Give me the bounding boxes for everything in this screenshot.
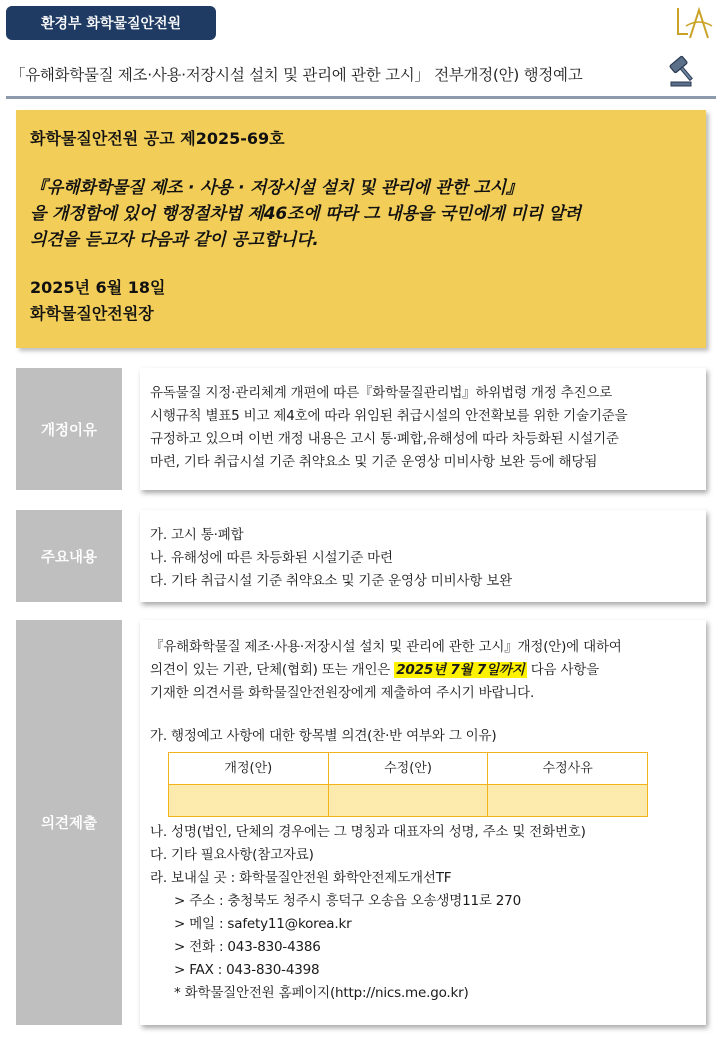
notice-body-line: 『유해화학물질 제조 · 사용 · 저장시설 설치 및 관리에 관한 고시』	[30, 178, 523, 198]
spacer	[150, 705, 696, 725]
text-fragment: 의견이 있는 기관, 단체(협회) 또는 개인은	[150, 662, 395, 678]
org-badge: 환경부 화학물질안전원	[6, 6, 216, 40]
fax-line: > FAX : 043-830-4398	[174, 962, 320, 978]
email-line: > 메일 : safety11@korea.kr	[174, 916, 352, 932]
table-header: 개정(안)	[169, 753, 329, 785]
notice-box	[16, 110, 706, 348]
nics-logo-icon	[672, 4, 716, 44]
text-line: 마련, 기타 취급시설 기준 취약요소 및 기준 운영상 미비사항 보완 등에 해당됨	[150, 454, 598, 470]
page-title: 「유해화학물질 제조·사용·저장시설 설치 및 관리에 관한 고시」 전부개정(안) 행정예고	[10, 66, 583, 84]
list-item: 다. 기타 취급시설 기준 취약요소 및 기준 운영상 미비사항 보완	[150, 573, 512, 589]
section-opinion	[16, 620, 706, 1025]
text-line: 유독물질 지정·관리체계 개편에 따른『화학물질관리법』하위법령 개정 추진으로	[150, 385, 613, 401]
list-item: 다. 기타 필요사항(참고자료)	[150, 847, 314, 863]
table-row	[169, 785, 648, 817]
page-title-row	[10, 56, 710, 92]
opinion-table	[168, 752, 648, 817]
list-item: 가. 고시 통·폐합	[150, 527, 244, 543]
phone-line: > 전화 : 043-830-4386	[174, 939, 321, 955]
section-label: 개정이유	[16, 368, 122, 490]
list-item: 나. 유해성에 따른 차등화된 시설기준 마련	[150, 550, 393, 566]
notice-date-block	[30, 275, 692, 327]
list-item: 라. 보내실 곳 : 화학물질안전원 화학안전제도개선TF	[150, 870, 452, 886]
table-header: 수정(안)	[328, 753, 488, 785]
text-line: 기재한 의견서를 화학물질안전원장에게 제출하여 주시기 바랍니다.	[150, 685, 535, 701]
section-content	[140, 510, 706, 602]
table-cell	[488, 785, 648, 817]
notice-signer: 화학물질안전원장	[30, 304, 154, 323]
notice-number: 화학물질안전원 공고 제2025-69호	[30, 129, 285, 148]
table-cell	[328, 785, 488, 817]
notice-body	[30, 175, 692, 253]
table-header: 수정사유	[488, 753, 648, 785]
title-divider	[6, 96, 716, 99]
section-content	[140, 368, 706, 490]
section-label: 주요내용	[16, 510, 122, 602]
text-line: 규정하고 있으며 이번 개정 내용은 고시 통·폐합,유해성에 따라 차등화된 시설기준	[150, 431, 619, 447]
list-item: 가. 행정예고 사항에 대한 항목별 의견(찬·반 여부와 그 이유)	[150, 728, 497, 744]
section-content	[140, 620, 706, 1025]
list-item: 나. 성명(법인, 단체의 경우에는 그 명칭과 대표자의 성명, 주소 및 전화번호)	[150, 824, 586, 840]
section-main-content	[16, 510, 706, 602]
table-cell	[169, 785, 329, 817]
section-label: 의견제출	[16, 620, 122, 1025]
deadline-highlight: 2025년 7월 7일까지	[396, 662, 525, 678]
address-line: > 주소 : 충청북도 청주시 흥덕구 오송읍 오송생명11로 270	[174, 893, 521, 909]
text-line: 시행규칙 별표5 비고 제4호에 따라 위임된 취급시설의 안전확보를 위한 기술기준을	[150, 408, 628, 424]
section-reason	[16, 368, 706, 490]
text-line: 『유해화학물질 제조·사용·저장시설 설치 및 관리에 관한 고시』개정(안)에 대하여	[150, 639, 622, 655]
notice-body-line: 을 개정함에 있어 행정절차법 제46조에 따라 그 내용을 국민에게 미리 알려	[30, 204, 581, 224]
notice-date: 2025년 6월 18일	[30, 278, 166, 297]
table-header-row	[169, 753, 648, 785]
text-fragment: 다음 사항을	[526, 662, 599, 678]
gavel-icon	[667, 54, 701, 88]
homepage-line: * 화학물질안전원 홈페이지(http://nics.me.go.kr)	[174, 985, 469, 1001]
notice-body-line: 의견을 듣고자 다음과 같이 공고합니다.	[30, 230, 319, 250]
text-line	[150, 659, 696, 682]
